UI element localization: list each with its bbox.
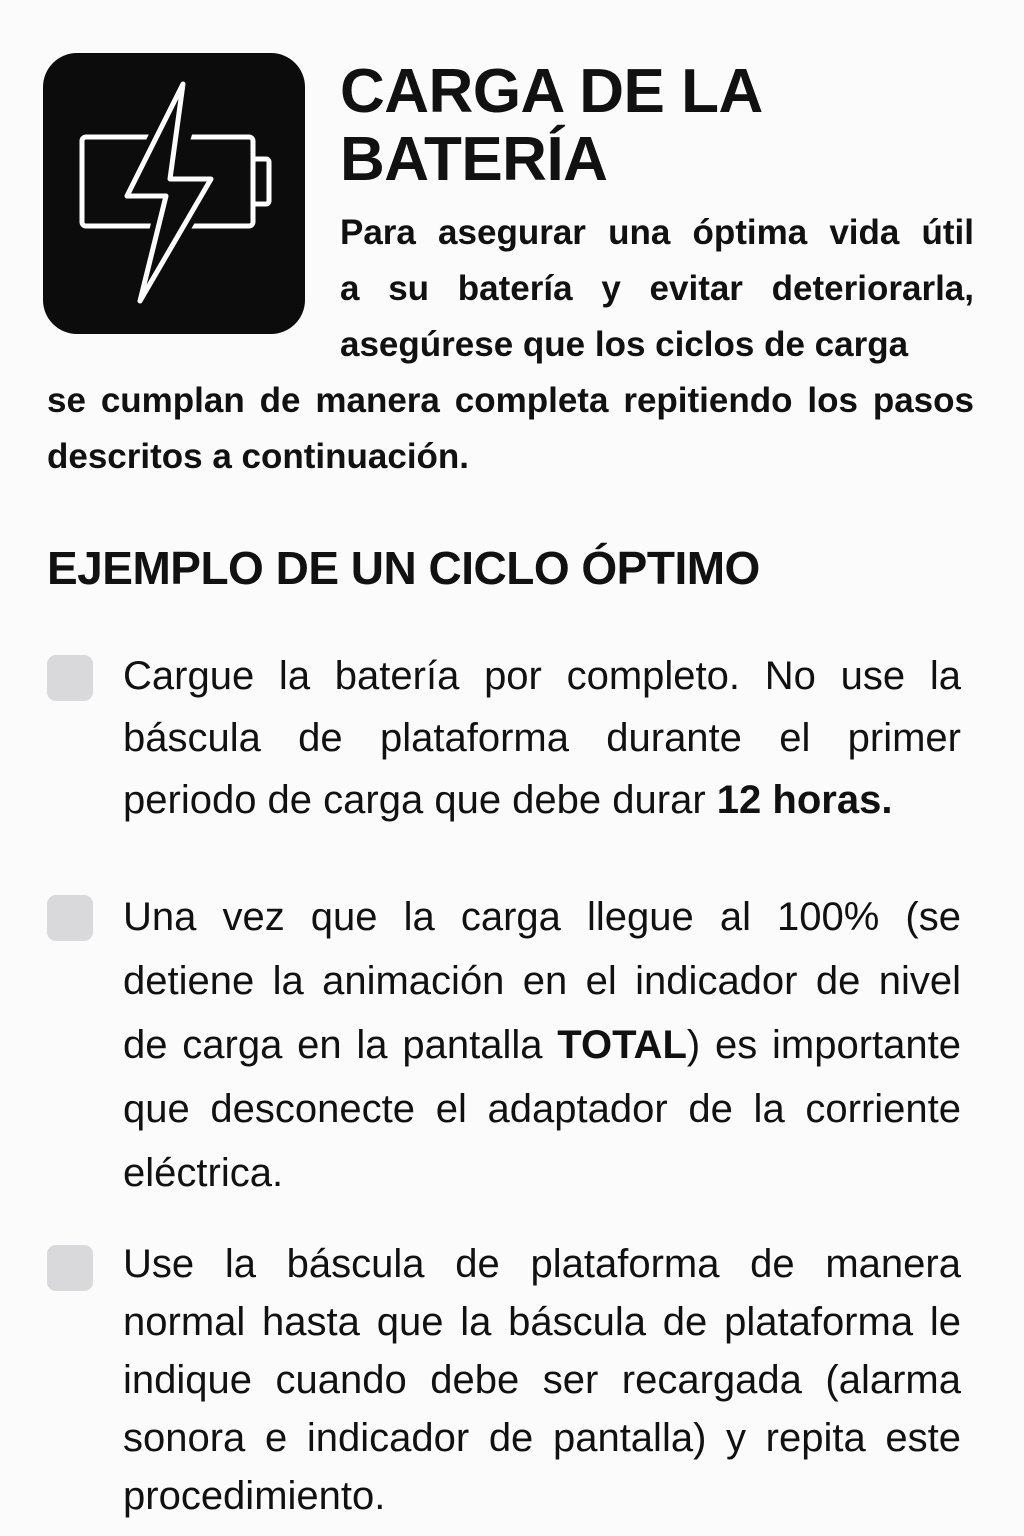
checkbox-icon <box>47 655 93 701</box>
step-text-2 <box>123 885 961 1205</box>
battery-bolt-graphic <box>43 53 305 334</box>
step-1-text: Cargue la batería por completo. No use la báscula de plataforma durante el primer periodo de carga que debe durar <box>123 654 961 822</box>
checkbox-icon <box>47 1245 93 1291</box>
step-2-text: Una vez que la carga llegue al 100% (se detiene la animación en el indicador de nivel de carga en la pantalla <box>123 895 961 1067</box>
step-2-text-end: ) es importante que desconecte el adaptador de la corriente eléctrica. <box>123 1023 962 1195</box>
step-3-text: Use la báscula de plataforma de manera normal hasta que la báscula de plataforma le indique cuando debe ser recargada (alarma sonora e indicador de pantalla) y repita este procedimiento. <box>123 1242 961 1518</box>
intro-line-3: asegúrese que los ciclos de carga <box>340 325 909 364</box>
step-2-emphasis: TOTAL <box>557 1023 687 1067</box>
intro-line-2: a su batería y evitar deteriorarla, <box>340 269 974 308</box>
battery-charging-icon <box>43 53 305 334</box>
step-text-3 <box>123 1235 961 1525</box>
section-title: EJEMPLO DE UN CICLO ÓPTIMO <box>47 542 760 594</box>
step-1-emphasis: 12 horas. <box>716 778 893 822</box>
intro-first-lines <box>340 205 974 373</box>
page-title: CARGA DE LA BATERÍA <box>340 57 761 194</box>
battery-terminal <box>253 159 269 204</box>
intro-continuation: se cumplan de manera completa repitiendo los pasos descritos a continuación. <box>47 381 974 476</box>
intro-line-1: Para asegurar una óptima vida útil <box>340 213 974 252</box>
checkbox-icon <box>47 895 93 941</box>
step-text-1 <box>123 645 961 831</box>
